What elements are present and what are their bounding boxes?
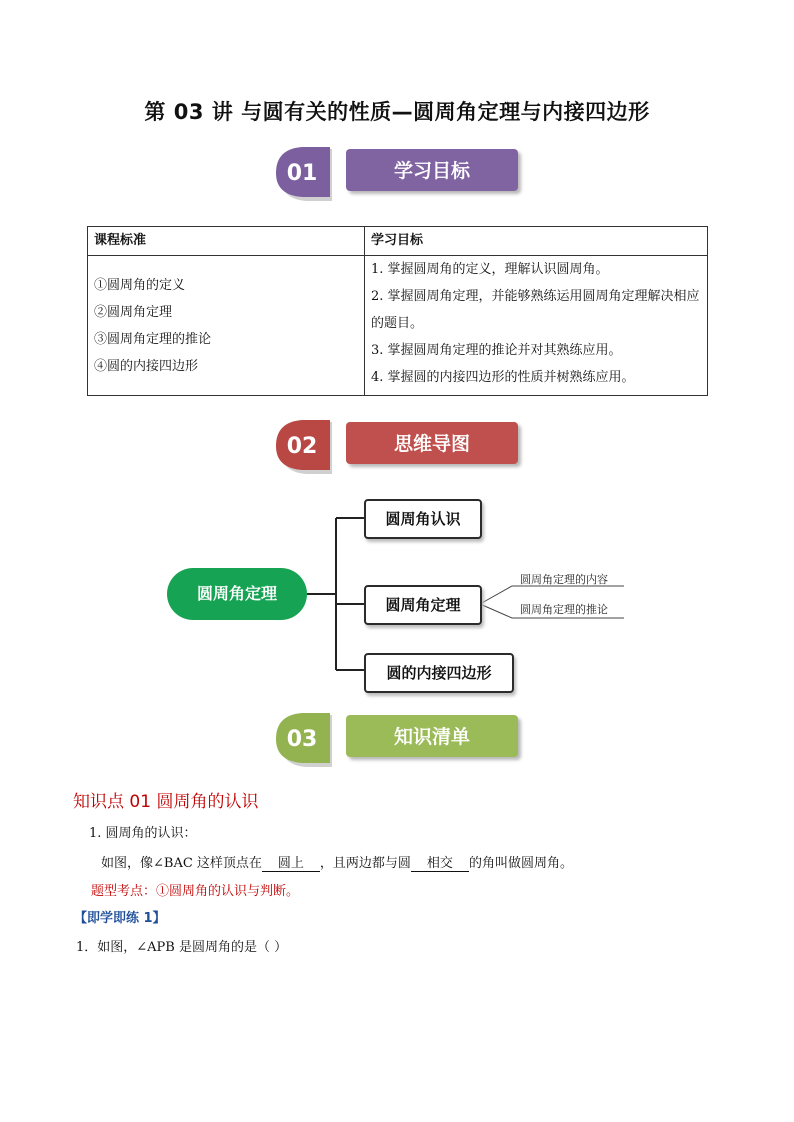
definition-text: ，且两边都与圆 xyxy=(319,856,411,871)
section-label: 学习目标 xyxy=(393,160,470,182)
answer-blank: 相交 xyxy=(411,852,469,872)
section-number: 02 xyxy=(286,434,318,459)
section-number: 03 xyxy=(286,727,318,752)
mind-map-node: 圆周角定理 xyxy=(364,585,482,625)
objective-item: 4. 掌握圆的内接四边形的性质并树熟练应用。 xyxy=(371,370,635,385)
learning-goals-table xyxy=(87,226,708,396)
standard-item: ③圆周角定理的推论 xyxy=(94,332,212,347)
standard-item: ②圆周角定理 xyxy=(94,305,173,320)
section-number: 01 xyxy=(286,161,318,186)
exam-hint: 题型考点：①圆周角的认识与判断。 xyxy=(91,884,300,899)
practice-question: 1．如图，∠APB 是圆周角的是（ ） xyxy=(76,940,288,955)
standards-cell xyxy=(88,256,365,396)
definition-text: 如图，像∠BAC 这样顶点在 xyxy=(101,856,262,871)
objective-item: 2. 掌握圆周角定理，并能够熟练运用圆周角定理解决相应的题目。 xyxy=(371,289,700,331)
mind-map-leaf: 圆周角定理的推论 xyxy=(520,603,608,616)
definition-sentence xyxy=(101,852,573,872)
section-header-knowledge xyxy=(272,713,532,775)
section-label: 知识清单 xyxy=(393,726,470,748)
mind-map xyxy=(0,490,794,700)
objective-item: 3. 掌握圆周角定理的推论并对其熟练应用。 xyxy=(371,343,622,358)
knowledge-point-title: 知识点 01 圆周角的认识 xyxy=(73,792,259,812)
standard-item: ④圆的内接四边形 xyxy=(94,359,199,374)
answer-blank: 圆上 xyxy=(262,852,320,872)
practice-title: 【即学即练 1】 xyxy=(74,911,166,926)
knowledge-item: 1. 圆周角的认识： xyxy=(89,826,197,841)
section-header-mindmap xyxy=(272,420,532,482)
mind-map-leaf: 圆周角定理的内容 xyxy=(520,573,608,586)
standard-item: ①圆周角的定义 xyxy=(94,278,186,293)
objectives-cell xyxy=(365,256,708,396)
page-title: 第 03 讲 与圆有关的性质—圆周角定理与内接四边形 xyxy=(144,100,650,124)
table-header-standards: 课程标准 xyxy=(88,227,365,256)
definition-text: 的角叫做圆周角。 xyxy=(468,856,573,871)
objective-item: 1. 掌握圆周角的定义，理解认识圆周角。 xyxy=(371,262,609,277)
table-header-objectives: 学习目标 xyxy=(365,227,708,256)
mind-map-node: 圆周角认识 xyxy=(364,499,482,539)
mind-map-node: 圆的内接四边形 xyxy=(364,653,514,693)
section-header-goals xyxy=(272,147,532,209)
mind-map-root: 圆周角定理 xyxy=(167,568,307,620)
section-label: 思维导图 xyxy=(393,433,470,455)
